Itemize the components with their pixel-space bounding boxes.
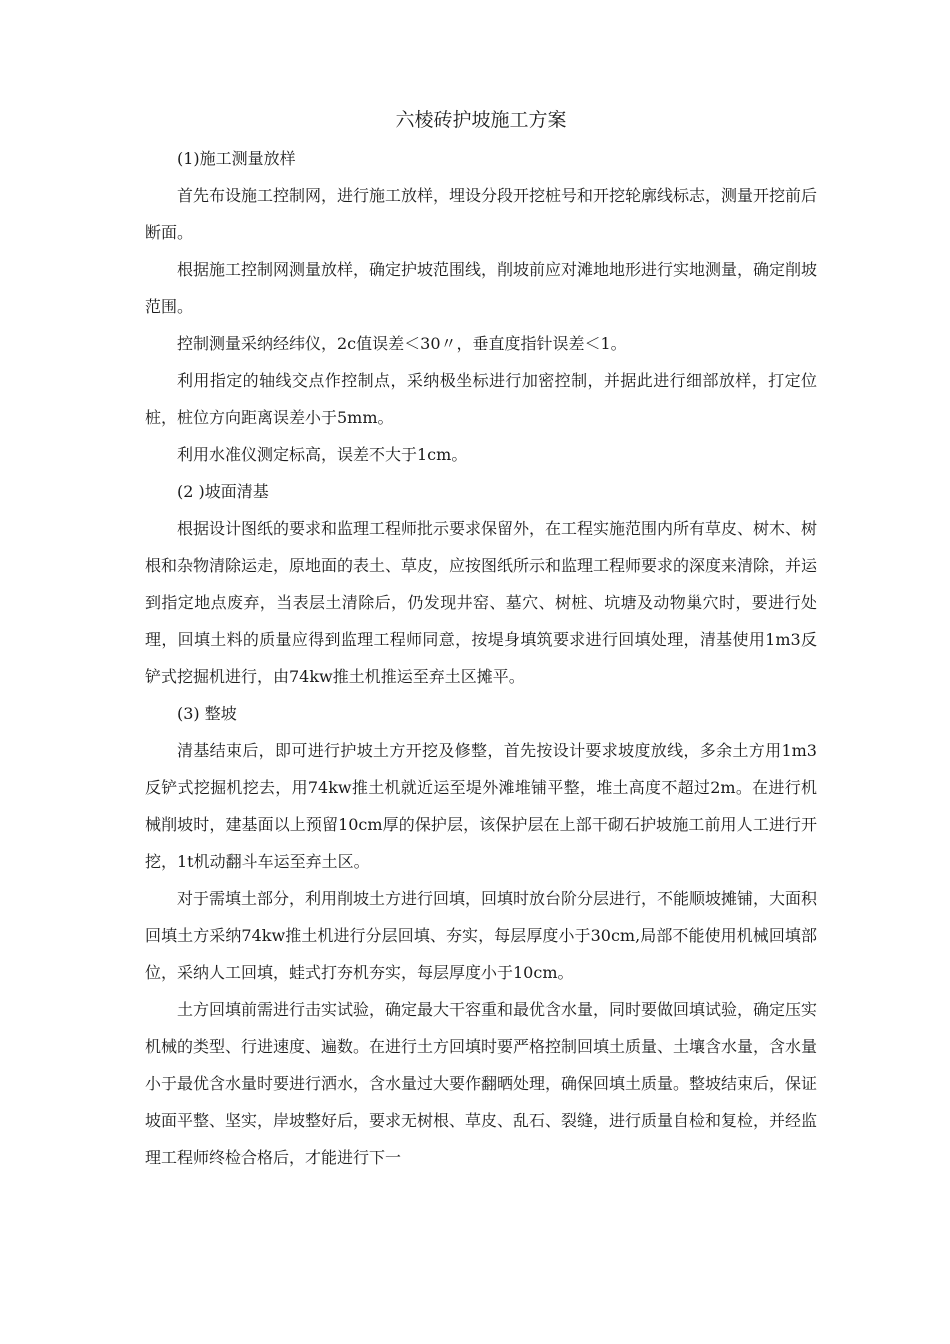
paragraph: 控制测量采纳经纬仪，2c值误差＜30〃，垂直度指针误差＜1。 [177, 334, 627, 353]
paragraph: 根据施工控制网测量放样，确定护坡范围线，削坡前应对滩地地形进行实地测量，确定削坡范围。 [145, 260, 818, 316]
paragraph: 利用指定的轴线交点作控制点，采纳极坐标进行加密控制，并据此进行细部放样，打定位桩，桩位方向距离误差小于5mm。 [145, 371, 817, 427]
section-heading-grading: (3) 整坡 [177, 704, 237, 723]
document-title: 六棱砖护坡施工方案 [395, 109, 567, 131]
paragraph: 清基结束后，即可进行护坡土方开挖及修整，首先按设计要求坡度放线，多余土方用1m3反铲式挖掘机挖去，用74kw推土机就近运至堤外滩堆铺平整，堆土高度不超过2m。在进行机械削坡时，建基面以上预留10cm厚的保护层，该保护层在上部干砌石护坡施工前用人工进行开挖，1t机动翻斗车运至弃土区。 [145, 741, 817, 871]
paragraph: 利用水准仪测定标高，误差不大于1cm。 [177, 445, 468, 464]
paragraph: 对于需填土部分，利用削坡土方进行回填，回填时放台阶分层进行，不能顺坡摊铺，大面积回填土方采纳74kw推土机进行分层回填、夯实，每层厚度小于30cm,局部不能使用机械回填部位，采纳人工回填，蛙式打夯机夯实，每层厚度小于10cm。 [145, 889, 818, 982]
paragraph: 土方回填前需进行击实试验，确定最大干容重和最优含水量，同时要做回填试验，确定压实机械的类型、行进速度、遍数。在进行土方回填时要严格控制回填土质量、土壤含水量，含水量小于最优含水量时要进行洒水，含水量过大要作翻晒处理，确保回填土质量。整坡结束后，保证坡面平整、坚实，岸坡整好后，要求无树根、草皮、乱石、裂缝，进行质量自检和复检，并经监理工程师终检合格后，才能进行下一 [145, 1000, 818, 1167]
document-page [145, 100, 817, 1176]
section-heading-clearing: (2 )坡面清基 [177, 482, 269, 501]
section-heading-survey: (1)施工测量放样 [177, 149, 296, 168]
paragraph: 根据设计图纸的要求和监理工程师批示要求保留外，在工程实施范围内所有草皮、树木、树根和杂物清除运走，原地面的表土、草皮，应按图纸所示和监理工程师要求的深度来清除，并运到指定地点废弃，当表层土清除后，仍发现井窑、墓穴、树桩、坑塘及动物巢穴时，要进行处理，回填土料的质量应得到监理工程师同意，按堤身填筑要求进行回填处理，清基使用1m3反铲式挖掘机进行，由74kw推土机推运至弃土区摊平。 [145, 519, 818, 686]
paragraph: 首先布设施工控制网，进行施工放样，埋设分段开挖桩号和开挖轮廓线标志，测量开挖前后断面。 [145, 186, 818, 242]
